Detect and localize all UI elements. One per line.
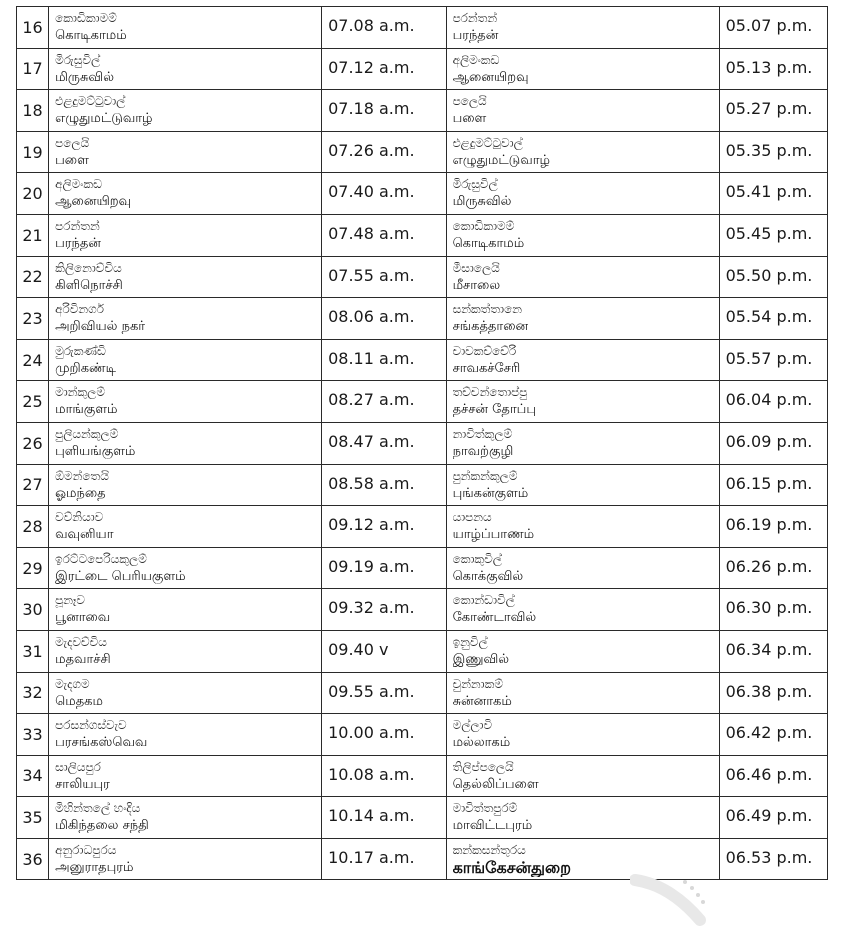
departure-stop-tamil: கிளிநொச்சி bbox=[55, 277, 123, 293]
departure-stop-sinhala: එළදුමට්ටුවාල් bbox=[55, 94, 126, 109]
return-stop-sinhala: තිලිප්පලෙයි bbox=[452, 759, 514, 774]
return-time: 06.34 p.m. bbox=[719, 630, 827, 672]
departure-stop-tamil: ஆனையிறவு bbox=[55, 194, 132, 210]
return-stop-sinhala: සන්කත්තානෙ bbox=[452, 302, 523, 317]
return-stop-sinhala: නාවිත්කුලම් bbox=[452, 426, 513, 441]
table-row bbox=[17, 672, 828, 714]
departure-stop-tamil: பரந்தன் bbox=[55, 235, 101, 251]
departure-stop-sinhala: මිරුසුවිල් bbox=[55, 52, 101, 67]
departure-stop-tamil: அறிவியல் நகர் bbox=[55, 319, 146, 335]
return-stop-tamil: கோண்டாவில் bbox=[452, 610, 537, 626]
return-stop-tamil: ஆனையிறவு bbox=[452, 69, 529, 85]
departure-stop-sinhala: මාන්කුලම් bbox=[55, 385, 105, 400]
row-number: 33 bbox=[17, 714, 49, 756]
return-stop-tamil: தெல்லிப்பளை bbox=[452, 776, 539, 792]
departure-time: 07.48 a.m. bbox=[322, 214, 446, 256]
table-row bbox=[17, 589, 828, 631]
return-stop bbox=[446, 173, 719, 215]
table-row bbox=[17, 381, 828, 423]
table-row bbox=[17, 506, 828, 548]
return-stop bbox=[446, 755, 719, 797]
return-time: 05.57 p.m. bbox=[719, 339, 827, 381]
row-number: 22 bbox=[17, 256, 49, 298]
row-number: 19 bbox=[17, 131, 49, 173]
row-number: 17 bbox=[17, 48, 49, 90]
row-number: 25 bbox=[17, 381, 49, 423]
row-number: 21 bbox=[17, 214, 49, 256]
departure-stop bbox=[49, 256, 322, 298]
return-time: 05.45 p.m. bbox=[719, 214, 827, 256]
return-time: 05.35 p.m. bbox=[719, 131, 827, 173]
return-stop-sinhala: කොකුවිල් bbox=[452, 551, 502, 566]
departure-stop bbox=[49, 547, 322, 589]
return-stop-tamil: நாவற்குழி bbox=[452, 443, 514, 459]
departure-stop-sinhala: මිහින්තලේ හංදිය bbox=[55, 801, 141, 816]
departure-time: 07.18 a.m. bbox=[322, 90, 446, 132]
return-stop-sinhala: ඉනුවිල් bbox=[452, 634, 488, 649]
departure-stop-sinhala: කොඩිකාමම් bbox=[55, 11, 117, 25]
departure-time: 10.08 a.m. bbox=[322, 755, 446, 797]
return-stop-sinhala: අලිමංකඩ bbox=[452, 52, 500, 67]
return-stop-sinhala: මීසාලෙයි bbox=[452, 260, 500, 275]
return-stop-tamil: மீசாலை bbox=[452, 277, 501, 293]
return-time: 05.13 p.m. bbox=[719, 48, 827, 90]
departure-stop-sinhala: පරන්තන් bbox=[55, 218, 100, 233]
return-stop-tamil: கொக்குவில் bbox=[452, 568, 524, 584]
departure-stop-tamil: மதவாச்சி bbox=[55, 651, 111, 667]
return-stop-tamil: கொடிகாமம் bbox=[452, 235, 525, 251]
return-time: 05.54 p.m. bbox=[719, 298, 827, 340]
departure-stop bbox=[49, 339, 322, 381]
departure-time: 07.26 a.m. bbox=[322, 131, 446, 173]
return-stop-tamil: சாவகச்சேரி bbox=[452, 360, 521, 376]
departure-time: 07.55 a.m. bbox=[322, 256, 446, 298]
departure-time: 09.55 a.m. bbox=[322, 672, 446, 714]
departure-stop-tamil: கொடிகாமம் bbox=[55, 28, 127, 43]
return-stop-sinhala: චුන්නාකම් bbox=[452, 676, 503, 691]
return-stop-sinhala: චාවකච්චේරි bbox=[452, 343, 517, 358]
timetable-sheet bbox=[16, 6, 828, 880]
departure-stop-tamil: முறிகண்டி bbox=[55, 360, 116, 376]
departure-stop bbox=[49, 506, 322, 548]
row-number: 36 bbox=[17, 838, 49, 880]
row-number: 27 bbox=[17, 464, 49, 506]
departure-stop-tamil: பூனாவை bbox=[55, 610, 111, 626]
row-number: 32 bbox=[17, 672, 49, 714]
departure-time: 08.58 a.m. bbox=[322, 464, 446, 506]
row-number: 24 bbox=[17, 339, 49, 381]
row-number: 34 bbox=[17, 755, 49, 797]
return-stop-sinhala: තච්චන්තොප්පු bbox=[452, 385, 528, 400]
departure-stop-sinhala: මැදගම bbox=[55, 676, 90, 691]
departure-stop-tamil: புளியங்குளம் bbox=[55, 443, 136, 459]
row-number: 16 bbox=[17, 7, 49, 49]
return-stop-tamil: பரந்தன் bbox=[452, 28, 499, 43]
departure-time: 09.12 a.m. bbox=[322, 506, 446, 548]
departure-stop-sinhala: අරිවිනගර් bbox=[55, 302, 104, 317]
departure-stop-tamil: அனுராதபுரம் bbox=[55, 859, 134, 875]
return-stop bbox=[446, 214, 719, 256]
departure-time: 10.17 a.m. bbox=[322, 838, 446, 880]
departure-stop bbox=[49, 672, 322, 714]
return-stop-sinhala: කොන්ඩාවිල් bbox=[452, 593, 515, 608]
row-number: 23 bbox=[17, 298, 49, 340]
departure-stop-sinhala: පලෙයි bbox=[55, 135, 90, 150]
table-row bbox=[17, 547, 828, 589]
timetable-table bbox=[16, 6, 828, 880]
departure-stop-tamil: இரட்டை பெரியகுளம் bbox=[55, 568, 186, 584]
return-stop bbox=[446, 547, 719, 589]
table-row bbox=[17, 90, 828, 132]
departure-stop bbox=[49, 755, 322, 797]
row-number: 28 bbox=[17, 506, 49, 548]
departure-time: 10.00 a.m. bbox=[322, 714, 446, 756]
row-number: 20 bbox=[17, 173, 49, 215]
return-stop-tamil: எழுதுமட்டுவாழ் bbox=[452, 152, 550, 168]
departure-stop-tamil: சாலியபுர bbox=[55, 776, 110, 792]
return-stop bbox=[446, 339, 719, 381]
table-row bbox=[17, 714, 828, 756]
departure-stop-tamil: ஓமந்தை bbox=[55, 485, 106, 501]
departure-stop-tamil: மெதகம bbox=[55, 693, 103, 709]
table-row bbox=[17, 7, 828, 49]
return-time: 06.49 p.m. bbox=[719, 797, 827, 839]
return-stop bbox=[446, 7, 719, 49]
table-row bbox=[17, 630, 828, 672]
departure-stop-sinhala: අලිමංකඩ bbox=[55, 177, 102, 192]
departure-stop bbox=[49, 131, 322, 173]
departure-stop bbox=[49, 381, 322, 423]
departure-time: 08.27 a.m. bbox=[322, 381, 446, 423]
return-stop-sinhala: මල්ලාවි bbox=[452, 718, 493, 733]
table-row bbox=[17, 131, 828, 173]
departure-time: 09.19 a.m. bbox=[322, 547, 446, 589]
return-stop bbox=[446, 131, 719, 173]
return-time: 06.42 p.m. bbox=[719, 714, 827, 756]
return-stop bbox=[446, 381, 719, 423]
return-stop-tamil: மாவிட்டபுரம் bbox=[452, 818, 533, 834]
table-row bbox=[17, 298, 828, 340]
departure-stop-sinhala: සාලියපුර bbox=[55, 759, 101, 774]
row-number: 29 bbox=[17, 547, 49, 589]
departure-stop bbox=[49, 589, 322, 631]
table-row bbox=[17, 173, 828, 215]
return-stop bbox=[446, 298, 719, 340]
return-stop bbox=[446, 90, 719, 132]
return-stop-tamil: யாழ்ப்பாணம் bbox=[452, 527, 535, 543]
departure-stop-tamil: வவுனியா bbox=[55, 527, 114, 543]
row-number: 31 bbox=[17, 630, 49, 672]
departure-stop-sinhala: කිලිනොච්චිය bbox=[55, 260, 122, 275]
departure-stop bbox=[49, 422, 322, 464]
return-stop-sinhala: මාවිත්තපුරම් bbox=[452, 801, 518, 816]
return-time: 06.30 p.m. bbox=[719, 589, 827, 631]
timetable-body bbox=[17, 7, 828, 880]
table-row bbox=[17, 838, 828, 880]
return-stop bbox=[446, 48, 719, 90]
return-stop-tamil: சுன்னாகம் bbox=[452, 693, 512, 709]
return-time: 06.26 p.m. bbox=[719, 547, 827, 589]
return-time: 06.46 p.m. bbox=[719, 755, 827, 797]
return-time: 06.15 p.m. bbox=[719, 464, 827, 506]
departure-stop-sinhala: පුලියන්කුලම් bbox=[55, 426, 119, 441]
row-number: 18 bbox=[17, 90, 49, 132]
return-stop bbox=[446, 256, 719, 298]
return-time: 06.19 p.m. bbox=[719, 506, 827, 548]
departure-stop-tamil: பளை bbox=[55, 152, 89, 168]
return-stop bbox=[446, 630, 719, 672]
return-time: 05.41 p.m. bbox=[719, 173, 827, 215]
return-stop-sinhala: මිරුසුවිල් bbox=[452, 177, 498, 192]
departure-stop-sinhala: මුරුකණ්ඩි bbox=[55, 343, 106, 358]
return-time: 05.27 p.m. bbox=[719, 90, 827, 132]
return-stop-tamil: இணுவில் bbox=[452, 651, 510, 667]
table-row bbox=[17, 797, 828, 839]
return-time: 05.07 p.m. bbox=[719, 7, 827, 49]
departure-stop bbox=[49, 214, 322, 256]
departure-stop bbox=[49, 464, 322, 506]
return-stop-sinhala: පුන්කන්කුලම් bbox=[452, 468, 518, 483]
departure-stop bbox=[49, 7, 322, 49]
departure-stop-sinhala: අනුරාධපුරය bbox=[55, 842, 117, 857]
return-stop-tamil: தச்சன் தோப்பு bbox=[452, 402, 537, 418]
return-stop bbox=[446, 464, 719, 506]
return-time: 06.09 p.m. bbox=[719, 422, 827, 464]
return-stop-sinhala: කන්කසන්තුරය bbox=[452, 842, 526, 857]
departure-stop bbox=[49, 838, 322, 880]
return-stop-sinhala: පරන්තන් bbox=[452, 11, 498, 25]
table-row bbox=[17, 256, 828, 298]
departure-time: 09.40 v bbox=[322, 630, 446, 672]
departure-stop-tamil: பரசங்கஸ்வெவ bbox=[55, 735, 148, 751]
return-stop bbox=[446, 422, 719, 464]
departure-time: 07.12 a.m. bbox=[322, 48, 446, 90]
table-row bbox=[17, 755, 828, 797]
departure-stop-sinhala: පූනෑව bbox=[55, 593, 85, 608]
return-stop-tamil: மல்லாகம் bbox=[452, 735, 511, 751]
return-stop-tamil: காங்கேசன்துறை bbox=[452, 858, 572, 877]
departure-stop bbox=[49, 630, 322, 672]
return-time: 05.50 p.m. bbox=[719, 256, 827, 298]
return-stop-sinhala: කොඩිකාමම් bbox=[452, 218, 515, 233]
departure-time: 08.06 a.m. bbox=[322, 298, 446, 340]
return-stop-tamil: சங்கத்தானை bbox=[452, 319, 529, 335]
return-stop bbox=[446, 714, 719, 756]
table-row bbox=[17, 464, 828, 506]
return-time: 06.04 p.m. bbox=[719, 381, 827, 423]
departure-stop-sinhala: වව්නියාව bbox=[55, 510, 104, 525]
row-number: 35 bbox=[17, 797, 49, 839]
departure-time: 08.11 a.m. bbox=[322, 339, 446, 381]
return-stop-tamil: புங்கன்குளம் bbox=[452, 485, 529, 501]
return-stop-sinhala: පලෙයි bbox=[452, 94, 487, 109]
return-time: 06.53 p.m. bbox=[719, 838, 827, 880]
return-stop-sinhala: එළදුමට්ටුවාල් bbox=[452, 135, 523, 150]
table-row bbox=[17, 48, 828, 90]
departure-stop bbox=[49, 797, 322, 839]
departure-time: 07.08 a.m. bbox=[322, 7, 446, 49]
return-stop-sinhala: යාපනය bbox=[452, 510, 492, 525]
table-row bbox=[17, 422, 828, 464]
departure-stop-sinhala: ඕමන්තෙයි bbox=[55, 468, 109, 483]
departure-stop-tamil: எழுதுமட்டுவாழ் bbox=[55, 111, 153, 127]
departure-time: 09.32 a.m. bbox=[322, 589, 446, 631]
departure-stop bbox=[49, 714, 322, 756]
departure-time: 10.14 a.m. bbox=[322, 797, 446, 839]
row-number: 26 bbox=[17, 422, 49, 464]
departure-stop bbox=[49, 173, 322, 215]
departure-time: 07.40 a.m. bbox=[322, 173, 446, 215]
return-time: 06.38 p.m. bbox=[719, 672, 827, 714]
return-stop bbox=[446, 797, 719, 839]
return-stop-tamil: மிருசுவில் bbox=[452, 194, 512, 210]
departure-stop bbox=[49, 90, 322, 132]
table-row bbox=[17, 339, 828, 381]
return-stop bbox=[446, 838, 719, 880]
return-stop bbox=[446, 506, 719, 548]
return-stop bbox=[446, 589, 719, 631]
departure-stop bbox=[49, 298, 322, 340]
return-stop bbox=[446, 672, 719, 714]
departure-stop-sinhala: මැදවච්චිය bbox=[55, 634, 107, 649]
departure-stop bbox=[49, 48, 322, 90]
departure-stop-tamil: மாங்குளம் bbox=[55, 402, 118, 418]
departure-stop-sinhala: ඉරට්ටපෙරියකුලම් bbox=[55, 551, 147, 566]
departure-stop-tamil: மிகிந்தலை சந்தி bbox=[55, 818, 149, 834]
departure-stop-sinhala: පරසන්ගස්වැව bbox=[55, 718, 127, 733]
table-row bbox=[17, 214, 828, 256]
return-stop-tamil: பளை bbox=[452, 111, 487, 127]
departure-time: 08.47 a.m. bbox=[322, 422, 446, 464]
row-number: 30 bbox=[17, 589, 49, 631]
departure-stop-tamil: மிருசுவில் bbox=[55, 69, 115, 85]
